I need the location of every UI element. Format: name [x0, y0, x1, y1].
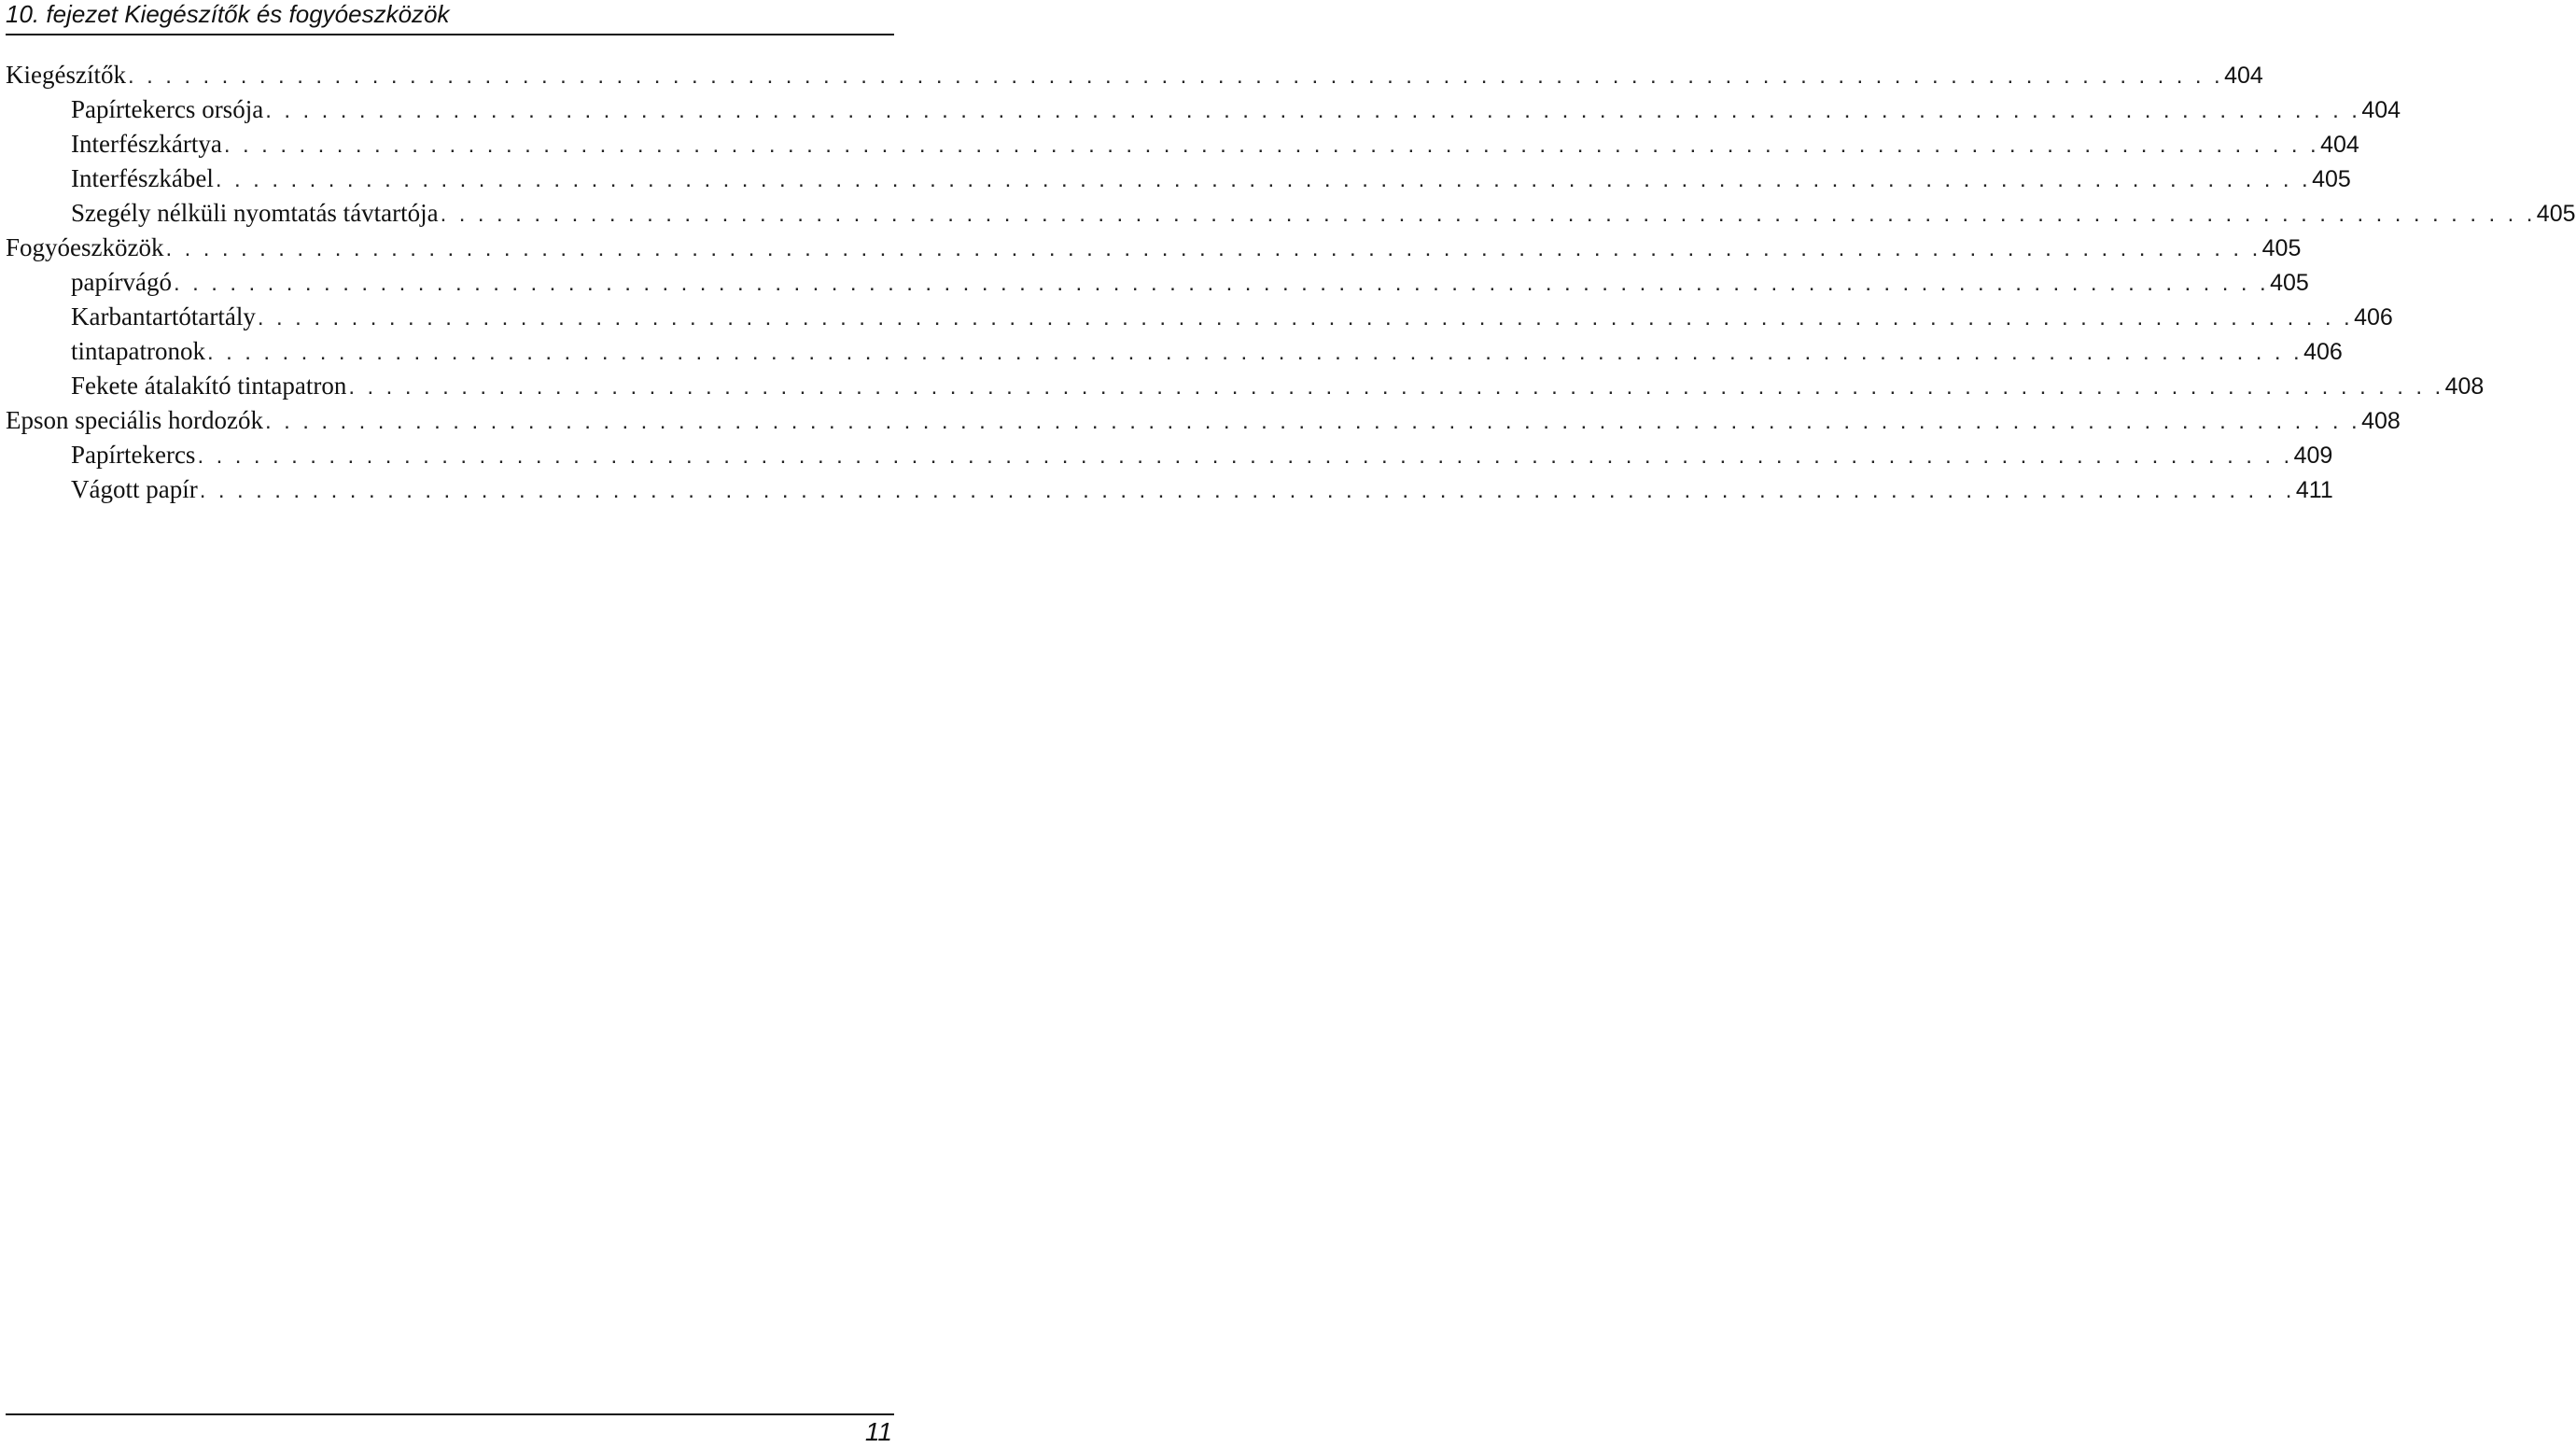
toc-entry-page: 405 — [2536, 201, 2576, 227]
toc-entry-page: 406 — [2354, 304, 2393, 330]
toc-dot-leader: . . . . . . . . . . . . . . . . . . . . . . . . . . . . . . . . . . . . . . . . . . . . . . . . . . . . . . . . . . . . . . . . . . . . . . . . . . . . . . . . . . . . . . . . . . . . . . . . . . . . . . . . . . . . . . . . — [197, 443, 2293, 469]
toc-entry-label: tintapatronok — [71, 337, 205, 365]
toc-entry-page: 408 — [2361, 408, 2401, 434]
toc-dot-leader: . . . . . . . . . . . . . . . . . . . . . . . . . . . . . . . . . . . . . . . . . . . . . . . . . . . . . . . . . . . . . . . . . . . . . . . . . . . . . . . . . . . . . . . . . . . . . . . . . . . . . . . . . . . . . . . . — [440, 202, 2536, 227]
toc-entry-label: Kiegészítők — [6, 61, 126, 89]
toc-entry-page: 404 — [2320, 132, 2359, 158]
toc-dot-leader: . . . . . . . . . . . . . . . . . . . . . . . . . . . . . . . . . . . . . . . . . . . . . . . . . . . . . . . . . . . . . . . . . . . . . . . . . . . . . . . . . . . . . . . . . . . . . . . . . . . . . . . . . . . . . . . . — [199, 478, 2295, 503]
toc-entry-label: Fekete átalakító tintapatron — [71, 372, 347, 400]
toc-dot-leader: . . . . . . . . . . . . . . . . . . . . . . . . . . . . . . . . . . . . . . . . . . . . . . . . . . . . . . . . . . . . . . . . . . . . . . . . . . . . . . . . . . . . . . . . . . . . . . . . . . . . . . . . . . . . . . . . — [173, 271, 2270, 296]
toc-dot-leader: . . . . . . . . . . . . . . . . . . . . . . . . . . . . . . . . . . . . . . . . . . . . . . . . . . . . . . . . . . . . . . . . . . . . . . . . . . . . . . . . . . . . . . . . . . . . . . . . . . . . . . . . . . . . . . . . — [257, 305, 2354, 330]
toc-dot-leader: . . . . . . . . . . . . . . . . . . . . . . . . . . . . . . . . . . . . . . . . . . . . . . . . . . . . . . . . . . . . . . . . . . . . . . . . . . . . . . . . . . . . . . . . . . . . . . . . . . . . . . . . . . . . . . . . — [348, 374, 2444, 400]
toc-entry-page: 405 — [2270, 270, 2309, 296]
toc-entry-tintapatronok[interactable] — [6, 334, 2343, 369]
toc-entry-page: 406 — [2303, 339, 2343, 365]
toc-entry-page: 405 — [2312, 166, 2351, 192]
toc-dot-leader: . . . . . . . . . . . . . . . . . . . . . . . . . . . . . . . . . . . . . . . . . . . . . . . . . . . . . . . . . . . . . . . . . . . . . . . . . . . . . . . . . . . . . . . . . . . . . . . . . . . . . . . . . . . . . . . . — [223, 133, 2320, 158]
toc-entry-szegely-nelkuli-tavtarto[interactable] — [6, 196, 2576, 231]
toc-entry-label: Papírtekercs — [71, 441, 196, 469]
toc-entry-page: 405 — [2261, 235, 2302, 261]
chapter-header — [6, 0, 894, 35]
toc-entry-kiegeszitok[interactable] — [6, 58, 2263, 92]
table-of-contents — [6, 58, 2576, 507]
footer-rule — [6, 1413, 894, 1415]
toc-entry-papirvago[interactable] — [6, 265, 2309, 300]
toc-entry-label: Szegély nélküli nyomtatás távtartója — [71, 199, 439, 227]
toc-entry-label: Karbantartótartály — [71, 302, 256, 330]
page-number: 11 — [864, 1417, 892, 1446]
toc-dot-leader: . . . . . . . . . . . . . . . . . . . . . . . . . . . . . . . . . . . . . . . . . . . . . . . . . . . . . . . . . . . . . . . . . . . . . . . . . . . . . . . . . . . . . . . . . . . . . . . . . . . . . . . . . . . . . . . . — [265, 98, 2361, 123]
toc-entry-interfeszkabel[interactable] — [6, 162, 2351, 196]
toc-dot-leader: . . . . . . . . . . . . . . . . . . . . . . . . . . . . . . . . . . . . . . . . . . . . . . . . . . . . . . . . . . . . . . . . . . . . . . . . . . . . . . . . . . . . . . . . . . . . . . . . . . . . . . . . . . . . . . . . — [264, 409, 2361, 434]
toc-dot-leader: . . . . . . . . . . . . . . . . . . . . . . . . . . . . . . . . . . . . . . . . . . . . . . . . . . . . . . . . . . . . . . . . . . . . . . . . . . . . . . . . . . . . . . . . . . . . . . . . . . . . . . . . . . . . . . . . — [206, 340, 2303, 365]
toc-entry-label: papírvágó — [71, 268, 172, 296]
toc-entry-papirtekercs-orsoja[interactable] — [6, 92, 2401, 127]
toc-entry-fogyoeszkozok[interactable] — [6, 231, 2302, 265]
toc-dot-leader: . . . . . . . . . . . . . . . . . . . . . . . . . . . . . . . . . . . . . . . . . . . . . . . . . . . . . . . . . . . . . . . . . . . . . . . . . . . . . . . . . . . . . . . . . . . . . . . . . . . . . . . . . . . . . . . . — [165, 236, 2261, 261]
toc-entry-label: Interfészkártya — [71, 130, 222, 158]
toc-entry-page: 409 — [2293, 443, 2333, 469]
toc-dot-leader: . . . . . . . . . . . . . . . . . . . . . . . . . . . . . . . . . . . . . . . . . . . . . . . . . . . . . . . . . . . . . . . . . . . . . . . . . . . . . . . . . . . . . . . . . . . . . . . . . . . . . . . . . . . . . . . . — [215, 167, 2312, 192]
toc-entry-label: Vágott papír — [71, 475, 198, 503]
toc-entry-label: Fogyóeszközök — [6, 233, 164, 261]
toc-entry-vagott-papir[interactable] — [6, 472, 2333, 507]
chapter-title: 10. fejezet Kiegészítők és fogyóeszközök — [6, 0, 450, 28]
toc-dot-leader: . . . . . . . . . . . . . . . . . . . . . . . . . . . . . . . . . . . . . . . . . . . . . . . . . . . . . . . . . . . . . . . . . . . . . . . . . . . . . . . . . . . . . . . . . . . . . . . . . . . . . . . . . . . . . . . . — [127, 63, 2224, 89]
toc-entry-label: Interfészkábel — [71, 164, 214, 192]
toc-entry-page: 408 — [2444, 373, 2485, 400]
toc-entry-interfeszkartya[interactable] — [6, 127, 2359, 162]
toc-entry-epson-specialis-hordozok[interactable] — [6, 403, 2401, 438]
toc-entry-karbantartotartaly[interactable] — [6, 300, 2393, 334]
toc-entry-papirtekercs[interactable] — [6, 438, 2333, 472]
toc-entry-page: 404 — [2224, 63, 2263, 89]
toc-entry-label: Papírtekercs orsója — [71, 95, 264, 123]
toc-entry-page: 404 — [2361, 97, 2401, 123]
toc-entry-page: 411 — [2295, 477, 2333, 503]
toc-entry-fekete-atalakito-tintapatron[interactable] — [6, 369, 2485, 403]
toc-entry-label: Epson speciális hordozók — [6, 406, 263, 434]
